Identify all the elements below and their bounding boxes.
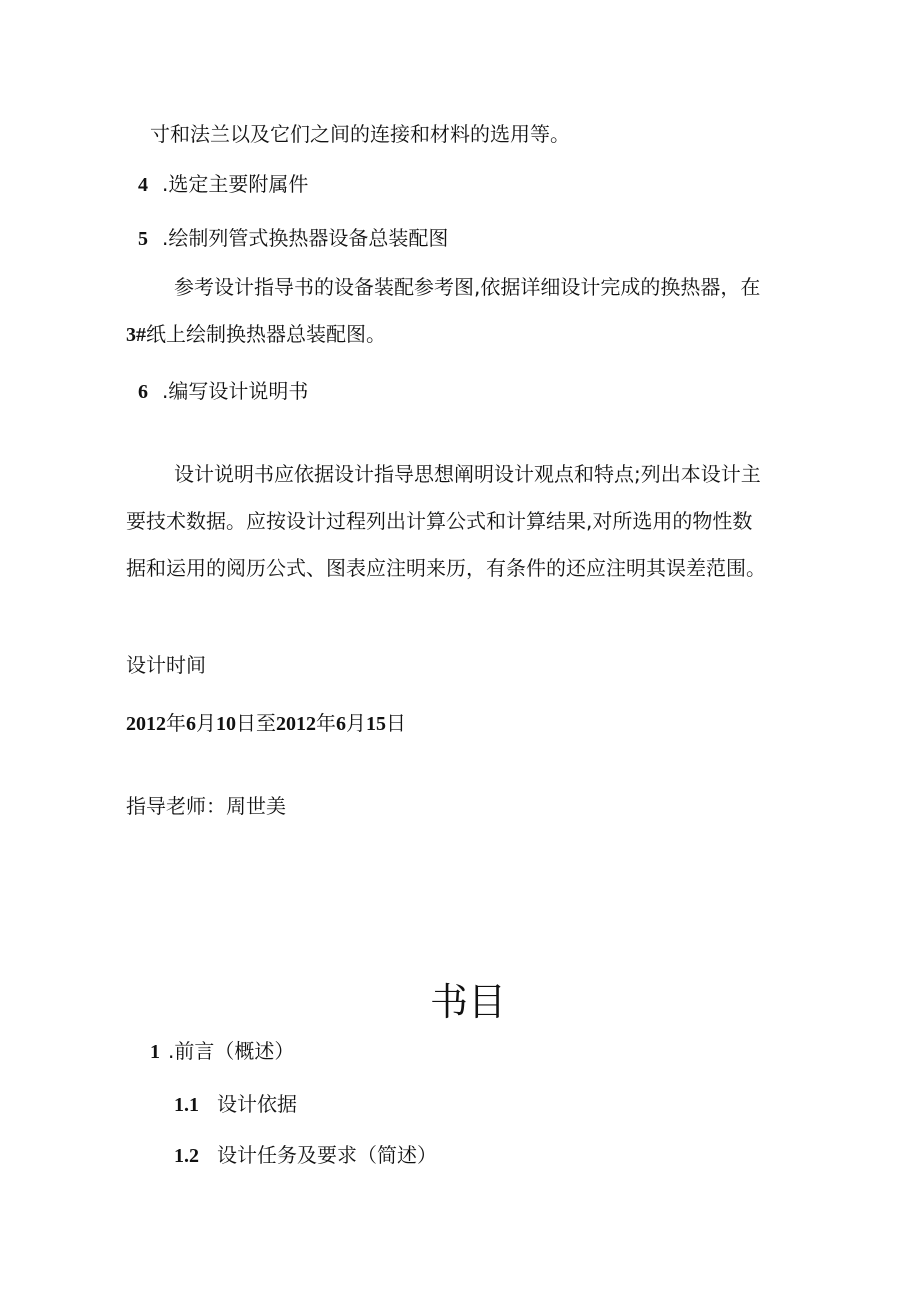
paragraph-line: 要技术数据。应按设计过程列出计算公式和计算结果,对所选用的物性数 — [126, 509, 753, 533]
toc-number: 1.1 — [174, 1094, 199, 1116]
toc-text: 设计任务及要求（简述） — [217, 1143, 437, 1167]
list-item-5 — [138, 224, 448, 253]
advisor: 指导老师：周世美 — [126, 794, 286, 818]
list-text: .选定主要附属件 — [162, 172, 309, 196]
toc-title: 书目 — [430, 980, 507, 1024]
toc-text: 设计依据 — [217, 1092, 297, 1116]
list-text: .编写设计说明书 — [162, 379, 309, 403]
design-time-label: 设计时间 — [126, 653, 206, 677]
paragraph-line: 据和运用的阅历公式、图表应注明来历，有条件的还应注明其误差范围。 — [126, 556, 766, 580]
list-number: 6 — [138, 381, 148, 403]
list-text: .绘制列管式换热器设备总装配图 — [162, 226, 449, 250]
paragraph-line: 参考设计指导书的设备装配参考图,依据详细设计完成的换热器，在 — [174, 275, 761, 299]
toc-item — [150, 1037, 294, 1066]
paragraph-line: 3#纸上绘制换热器总装配图。 — [126, 322, 386, 346]
paragraph-line: 设计说明书应依据设计指导思想阐明设计观点和特点;列出本设计主 — [174, 462, 761, 486]
list-number: 5 — [138, 228, 148, 250]
toc-item — [174, 1090, 297, 1119]
toc-number: 1.2 — [174, 1145, 199, 1167]
design-time-value: 2012年6月10日至2012年6月15日 — [126, 711, 406, 735]
toc-item — [174, 1141, 437, 1170]
list-item-6 — [138, 377, 308, 406]
list-item-4 — [138, 170, 308, 199]
list-number: 4 — [138, 174, 148, 196]
paragraph-line: 寸和法兰以及它们之间的连接和材料的选用等。 — [150, 122, 570, 146]
toc-number: 1 — [150, 1041, 160, 1063]
toc-text: .前言（概述） — [168, 1039, 295, 1063]
